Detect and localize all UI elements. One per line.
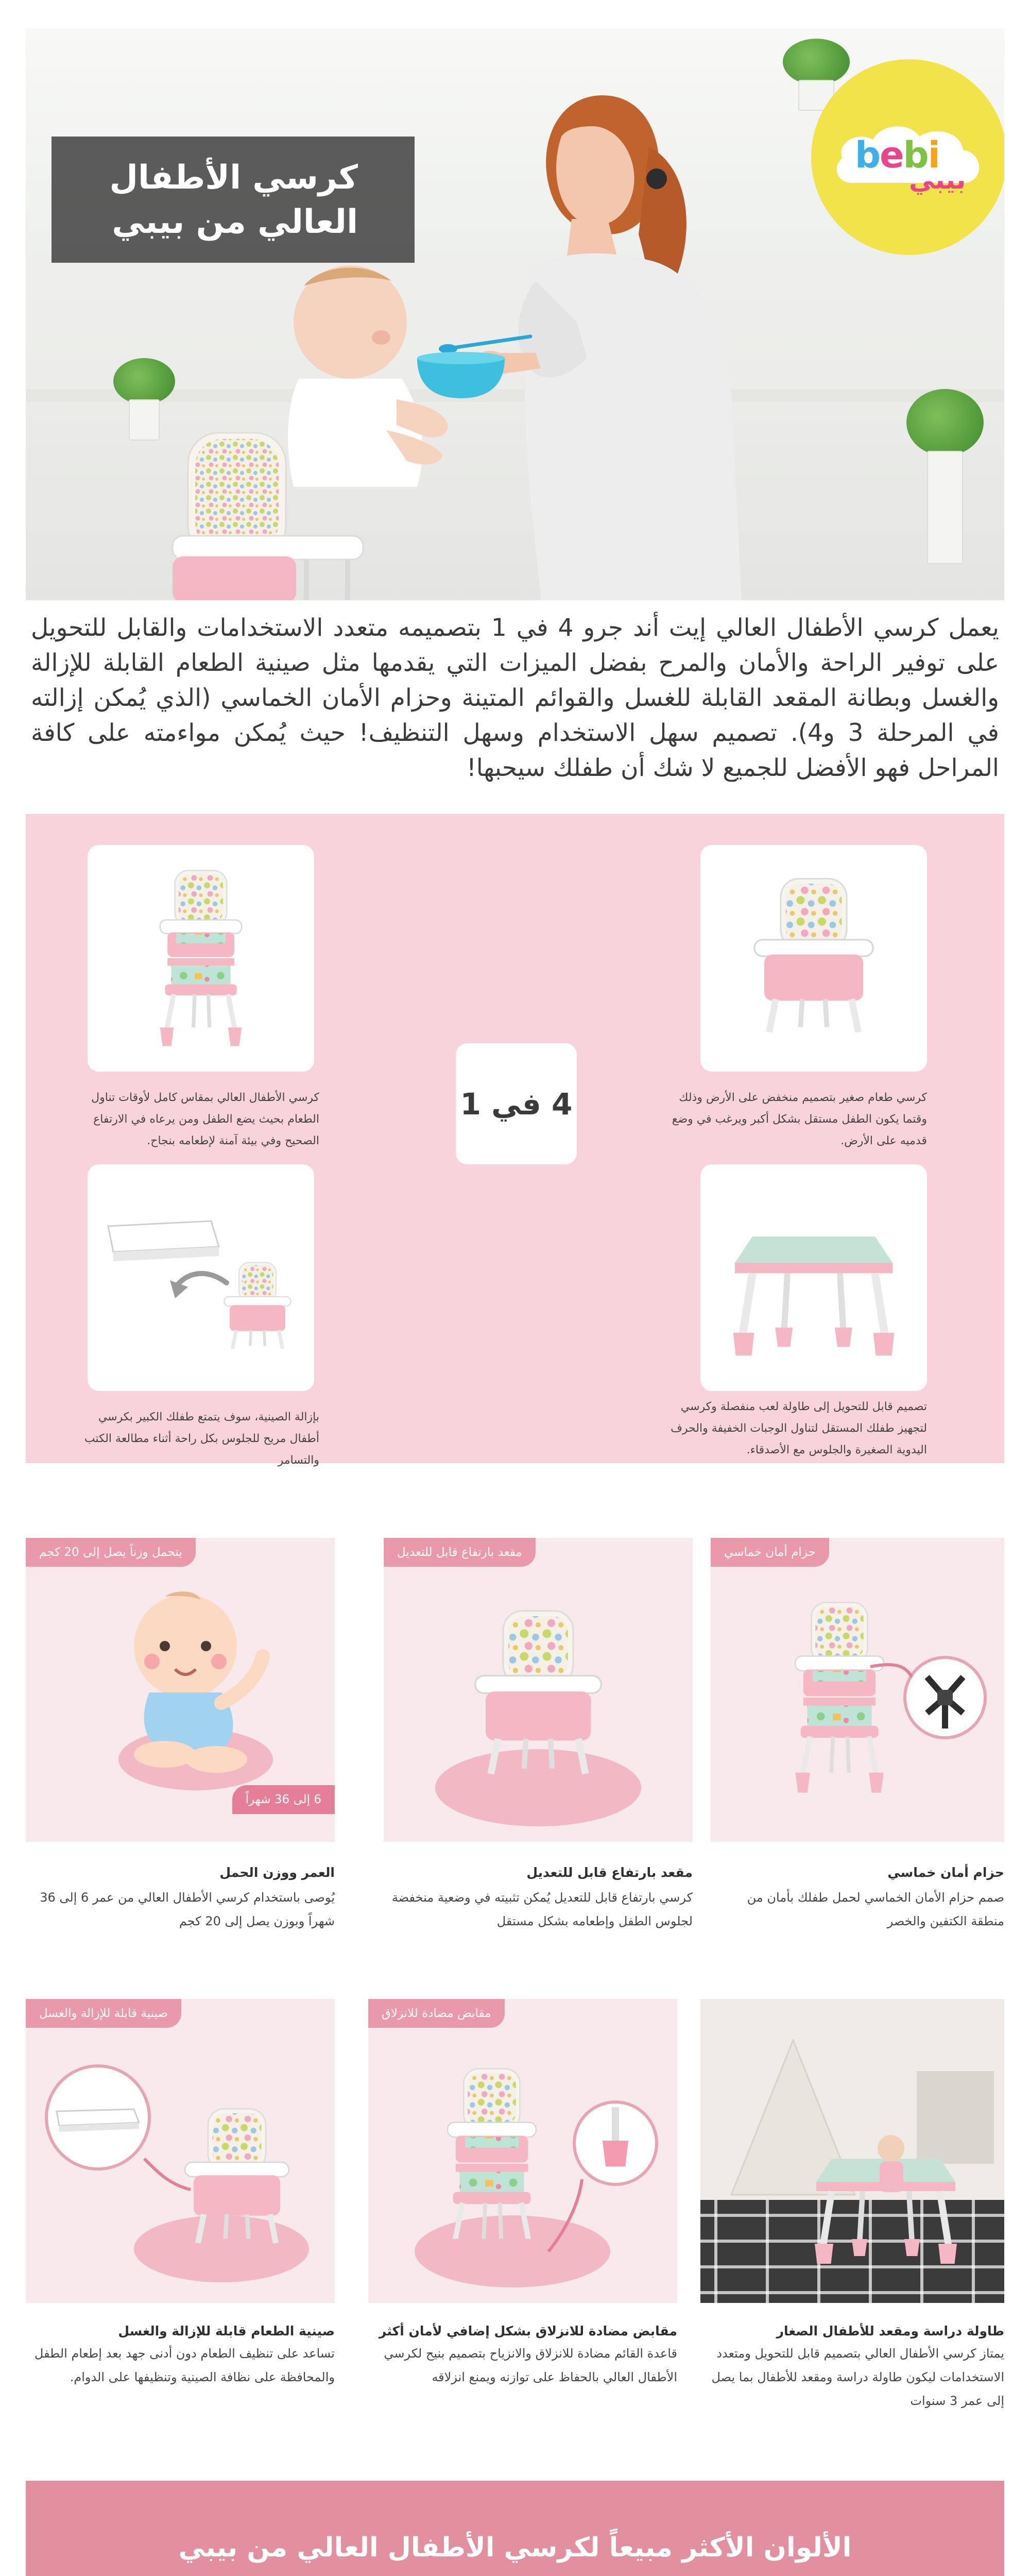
feature-text: تساعد على تنظيف الطعام دون أدنى جهد بعد إطعام الطفل والمحافظة على نظافة الصينية وتنظيفها على الدوام. (34, 2346, 335, 2384)
plant-decoration (901, 389, 989, 564)
four-in-one-badge: 4 في 1 (456, 1043, 577, 1164)
baby-cartoon-illustration (103, 1584, 288, 1780)
feature-card-harness (711, 1538, 1004, 1842)
colors-section-title: الألوان الأكثر مبيعاً لكرسي الأطفال العالي من بيبي (178, 2532, 852, 2563)
feature-text: يمتاز كرسي الأطفال العالي بتصميم قابل للتحويل ومتعدد الاستخدامات ليكون طاولة دراسة ومقعد للأطفال بما يصل إلى عمر 3 سنوات (711, 2346, 1004, 2408)
tray-removal-illustration (98, 1195, 304, 1365)
anti-slip-feet-illustration (404, 2056, 662, 2282)
mode-description-no-tray: بإزالة الصينية، سوف يتمتع طفلك الكبير بكرسي أطفال مريح للجلوس بكل راحة أثناء مطالعة الكتب والتسامر (84, 1411, 319, 1467)
logo-latin-wordmark: bebi (855, 134, 939, 176)
bebi-logo (811, 59, 1004, 255)
feature-title: مقابض مضادة للانزلاق بشكل إضافي لأمان أكثر (379, 2324, 677, 2338)
high-chair-illustration (139, 860, 263, 1056)
feature-tag: حزام أمان خماسي (711, 1538, 829, 1567)
feature-card-adjustable-height (384, 1538, 693, 1842)
booster-chair-illustration (731, 866, 896, 1051)
feature-text: يُوصى باستخدام كرسي الأطفال العالي من عمر 6 إلى 36 شهراً وبوزن يصل إلى 20 كجم (40, 1890, 335, 1928)
feature-tag: مقابض مضادة للانزلاق (368, 1999, 505, 2028)
hero-title-line-2: العالي من بيبي (112, 202, 358, 241)
feature-text: كرسي بارتفاع قابل للتعديل يُمكن تثبيته في وضعية منخفضة لجلوس الطفل وإطعامه بشكل مستقل (391, 1890, 693, 1928)
feature-text: صمم حزام الأمان الخماسي لحمل طفلك بأمان من منطقة الكتفين والخصر (747, 1890, 1004, 1928)
mode-card-booster (700, 845, 927, 1072)
removable-tray-illustration (36, 2056, 324, 2282)
feature-tag: صينية قابلة للإزالة والغسل (26, 1999, 181, 2028)
feature-card-anti-slip (368, 1999, 677, 2303)
logo-arabic-wordmark: بيبي (909, 165, 966, 195)
feature-title: طاولة دراسة ومقعد للأطفال الصغار (776, 2324, 1004, 2338)
play-table-illustration (726, 1200, 901, 1360)
age-range-badge: 6 إلى 36 شهراً (232, 1785, 335, 1814)
high-chair-illustration (152, 428, 373, 600)
mode-card-no-tray (88, 1164, 314, 1391)
mode-card-highchair (88, 845, 314, 1072)
feature-text: قاعدة القائم مضادة للانزلاق والانزياح بتصميم بنيح لكرسي الأطفال العالي بالحفاظ على توازنه ويمنع انزلاقه (384, 2346, 677, 2384)
hero-title-line-1: كرسي الأطفال (109, 158, 358, 197)
hero-banner (26, 28, 1004, 600)
feature-tag: مقعد بارتفاع قابل للتعديل (384, 1538, 536, 1567)
feature-card-weight (26, 1538, 335, 1842)
booster-chair-illustration (451, 1605, 626, 1790)
mode-description-highchair: كرسي الأطفال العالي بمقاس كامل لأوقات تناول الطعام بحيث يضع الطفل ومن يرعاه في الارتفاع الصحيح وفي بيئة آمنة لإطعامه بنجاح. (91, 1091, 319, 1147)
feature-title: حزام أمان خماسي (887, 1865, 1004, 1880)
feature-tag: يتحمل وزناً يصل إلى 20 كجم (26, 1538, 196, 1567)
intro-paragraph: يعمل كرسي الأطفال العالي إيت أند جرو 4 في 1 بتصميمه متعدد الاستخدامات والقابل للتحويل على توفير الراحة والأمان والمرح بفضل الميزات التي يقدمها مثل صينية الطعام القابلة للإزالة والغسل وبطانة المقعد القابلة للغسل والقوائم المتينة وحزام الأمان الخماسي (الذي يُمكن إزالته في المرحلة 3 و4). تصميم سهل الاستخدام وسهل التنظيف! حيث يُمكن مواءمته على كافة المراحل فهو الأفضل للجميع لا شك أن طفلك سيحبها! (31, 614, 999, 782)
mode-description-booster: كرسي طعام صغير بتصميم منخفض على الأرض وذلك وقتما يكون الطفل مستقل بشكل أكبر ويرغب في وضع قدميه على الأرض. (672, 1091, 927, 1147)
feature-card-study-table (700, 1999, 1004, 2303)
feature-card-removable-tray (26, 1999, 335, 2303)
feature-title: صينية الطعام قابلة للإزالة والغسل (118, 2324, 335, 2338)
colors-section (26, 2481, 1004, 2576)
mode-card-table (700, 1164, 927, 1391)
mode-description-table: تصميم قابل للتحويل إلى طاولة لعب منفصلة وكرسي لتجهيز طفلك المستقل لتناول الوجبات الخفيفة والحرف اليدوية الصغيرة والجلوس مع الأصدقاء. (671, 1400, 927, 1456)
harness-illustration (742, 1579, 989, 1816)
feature-title: مقعد بارتفاع قابل للتعديل (526, 1865, 693, 1880)
feature-title: العمر ووزن الحمل (219, 1865, 335, 1880)
four-in-one-section (26, 814, 1004, 1467)
study-table-photo (700, 1999, 1004, 2303)
hero-title (52, 137, 415, 263)
